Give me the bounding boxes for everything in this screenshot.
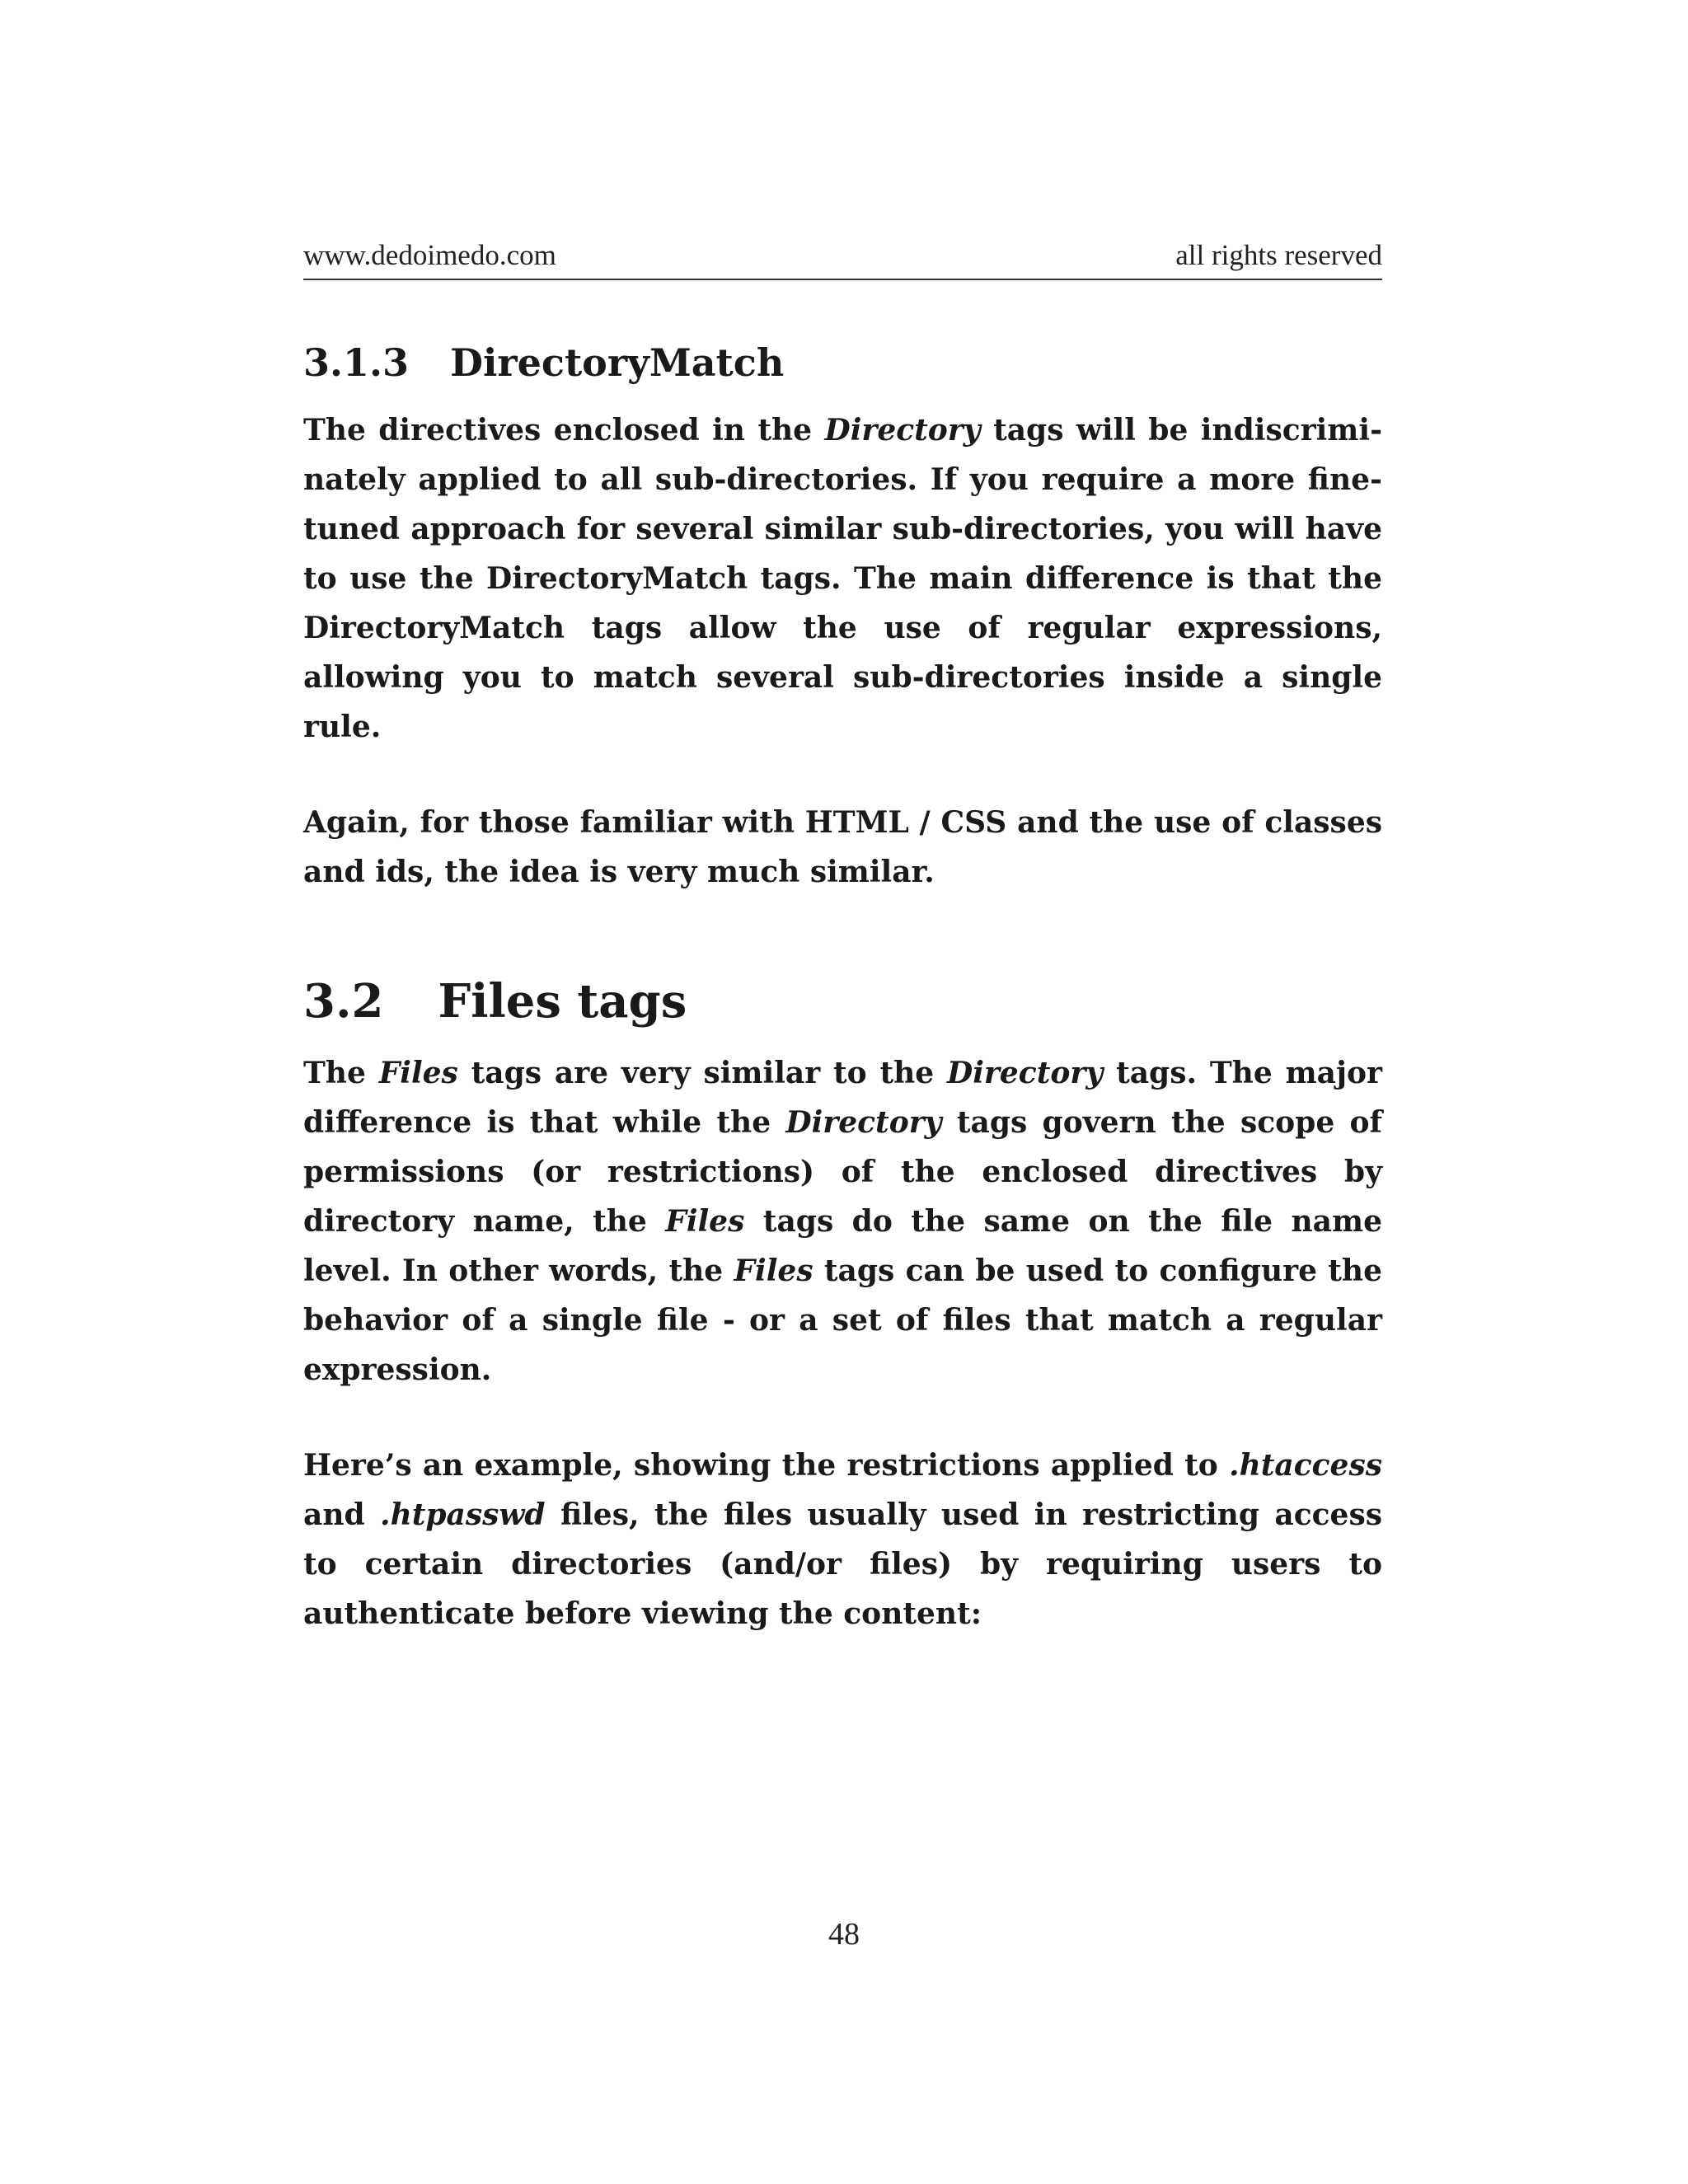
- emphasis-directory: Directory: [947, 1056, 1104, 1090]
- text-run: The: [303, 1056, 379, 1090]
- paragraph-htaccess-example: [303, 1441, 1382, 1638]
- page-number: 48: [828, 1917, 860, 1952]
- text-run: The directives enclosed in the: [303, 413, 825, 448]
- emphasis-directory: Directory: [824, 413, 981, 448]
- emphasis-files: Files: [665, 1204, 745, 1239]
- emphasis-htpasswd: .htpasswd: [380, 1497, 546, 1532]
- document-page: [303, 239, 1382, 1638]
- emphasis-htaccess: .htaccess: [1229, 1448, 1382, 1483]
- section-number: 3.2: [303, 974, 384, 1029]
- text-run: tags govern the scope of permissions (or restrictions) of the enclosed directives by directory name, the: [303, 1105, 1382, 1239]
- paragraph-html-css-analogy: [303, 798, 1382, 897]
- emphasis-directory: Directory: [785, 1105, 942, 1140]
- header-website: www.dedoimedo.com: [303, 239, 556, 271]
- text-run: tags can be used to configure the behavior of a single file - or a set of files that match a regular expression.: [303, 1254, 1383, 1387]
- paragraph-directorymatch-intro: [303, 405, 1382, 752]
- emphasis-files: Files: [378, 1056, 458, 1090]
- text-run: tags do the same on the file name level. In other words, the: [303, 1204, 1382, 1288]
- text-run: tags are very similar to the: [457, 1056, 948, 1090]
- section-title: Files tags: [438, 974, 687, 1029]
- subsection-title: DirectoryMatch: [450, 340, 785, 385]
- subsection-heading: [303, 338, 1382, 387]
- paragraph-files-intro: [303, 1048, 1382, 1394]
- section-heading: [303, 972, 1382, 1030]
- text-run: Here’s an example, showing the restrictions applied to: [303, 1448, 1230, 1483]
- text-run: tags will be indiscriminately applied to all sub-directories. If you require a more fine-tuned approach for several similar sub-directories, you will have to use the DirectoryMatch tags. The main difference is that the DirectoryMatch tags allow the use of regular expressions, allowing you to match several sub-directories inside a single rule.: [303, 413, 1383, 744]
- subsection-number: 3.1.3: [303, 340, 410, 385]
- text-run: files, the files usually used in restricting access to certain directories (and/or files) by requiring users to authenticate before viewing the content:: [303, 1497, 1382, 1631]
- text-run: and: [303, 1497, 381, 1532]
- text-run: tags. The major difference is that while the: [303, 1056, 1382, 1140]
- emphasis-files: Files: [734, 1254, 814, 1288]
- running-header: [303, 239, 1382, 280]
- text-run: Again, for those familiar with HTML / CSS and the use of classes and ids, the idea is very much similar.: [303, 805, 1382, 889]
- header-rights: all rights reserved: [1175, 239, 1382, 271]
